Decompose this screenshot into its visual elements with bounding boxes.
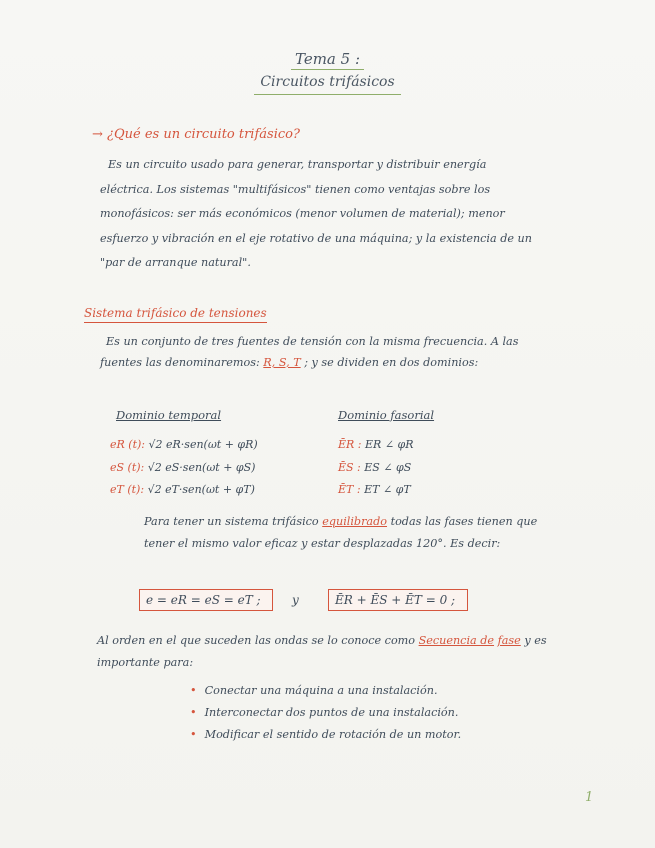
conjunction: y <box>292 593 299 607</box>
list-item: • Conectar una máquina a una instalación. <box>190 680 461 702</box>
equation-t-phasor: ĒT : ET ∠ φT <box>338 483 411 496</box>
column-heading-phasor: Dominio fasorial <box>338 408 435 422</box>
paragraph-definition: Es un circuito usado para generar, transportar y distribuir energía eléctrica. Los sistemas "multifásicos" tienen como ventajas sobre los monofásicos: ser más económicos (menor volumen de material); menor esfuerzo y vibración en el eje rotativo de una máquina; y la existencia de un "par de arranque natural". <box>100 158 532 269</box>
equation-s-time: eS (t): √2 eS·sen(ωt + φS) <box>110 460 256 474</box>
equation-r-phasor: ĒR : ER ∠ φR <box>338 438 414 451</box>
time-domain-equations <box>110 434 258 502</box>
paragraph-sources: Es un conjunto de tres fuentes de tensión con la misma frecuencia. A las fuentes las denominaremos: R, S, T ; y se dividen en dos dominios: <box>100 335 519 369</box>
lesson-title: Circuitos trifásicos <box>0 74 655 90</box>
equation-r-time: eR (t): √2 eR·sen(ωt + φR) <box>110 438 258 451</box>
phasor-domain-equations <box>338 434 414 502</box>
page-number: 1 <box>585 790 594 805</box>
equation-s-phasor: ĒS : ES ∠ φS <box>338 460 412 474</box>
bullet-list <box>190 680 461 746</box>
paragraph-sequence: Al orden en el que suceden las ondas se lo conoce como Secuencia de fase y es importante para: <box>97 634 547 669</box>
boxed-equation-magnitudes: e = eR = eS = eT ; <box>139 589 273 611</box>
highlight-balanced: equilibrado <box>322 515 388 528</box>
section-question: → ¿Qué es un circuito trifásico? <box>92 127 300 142</box>
highlight-phase: fase <box>497 634 521 647</box>
section-heading: Sistema trifásico de tensiones <box>84 306 267 323</box>
lesson-number: Tema 5 : <box>0 50 655 68</box>
list-item: • Modificar el sentido de rotación de un motor. <box>190 724 461 746</box>
boxed-equation-phasor-sum: ĒR + ĒS + ĒT = 0 ; <box>328 589 468 611</box>
list-item: • Interconectar dos puntos de una instalación. <box>190 702 461 724</box>
equation-t-time: eT (t): √2 eT·sen(ωt + φT) <box>110 483 255 496</box>
highlight-sequence: Secuencia de <box>418 634 495 647</box>
paragraph-balanced: Para tener un sistema trifásico equilibrado todas las fases tienen que tener el mismo valor eficaz y estar desplazadas 120°. Es decir: <box>144 515 538 550</box>
column-heading-time: Dominio temporal <box>116 408 222 422</box>
phase-names: R, S, T <box>263 356 301 369</box>
